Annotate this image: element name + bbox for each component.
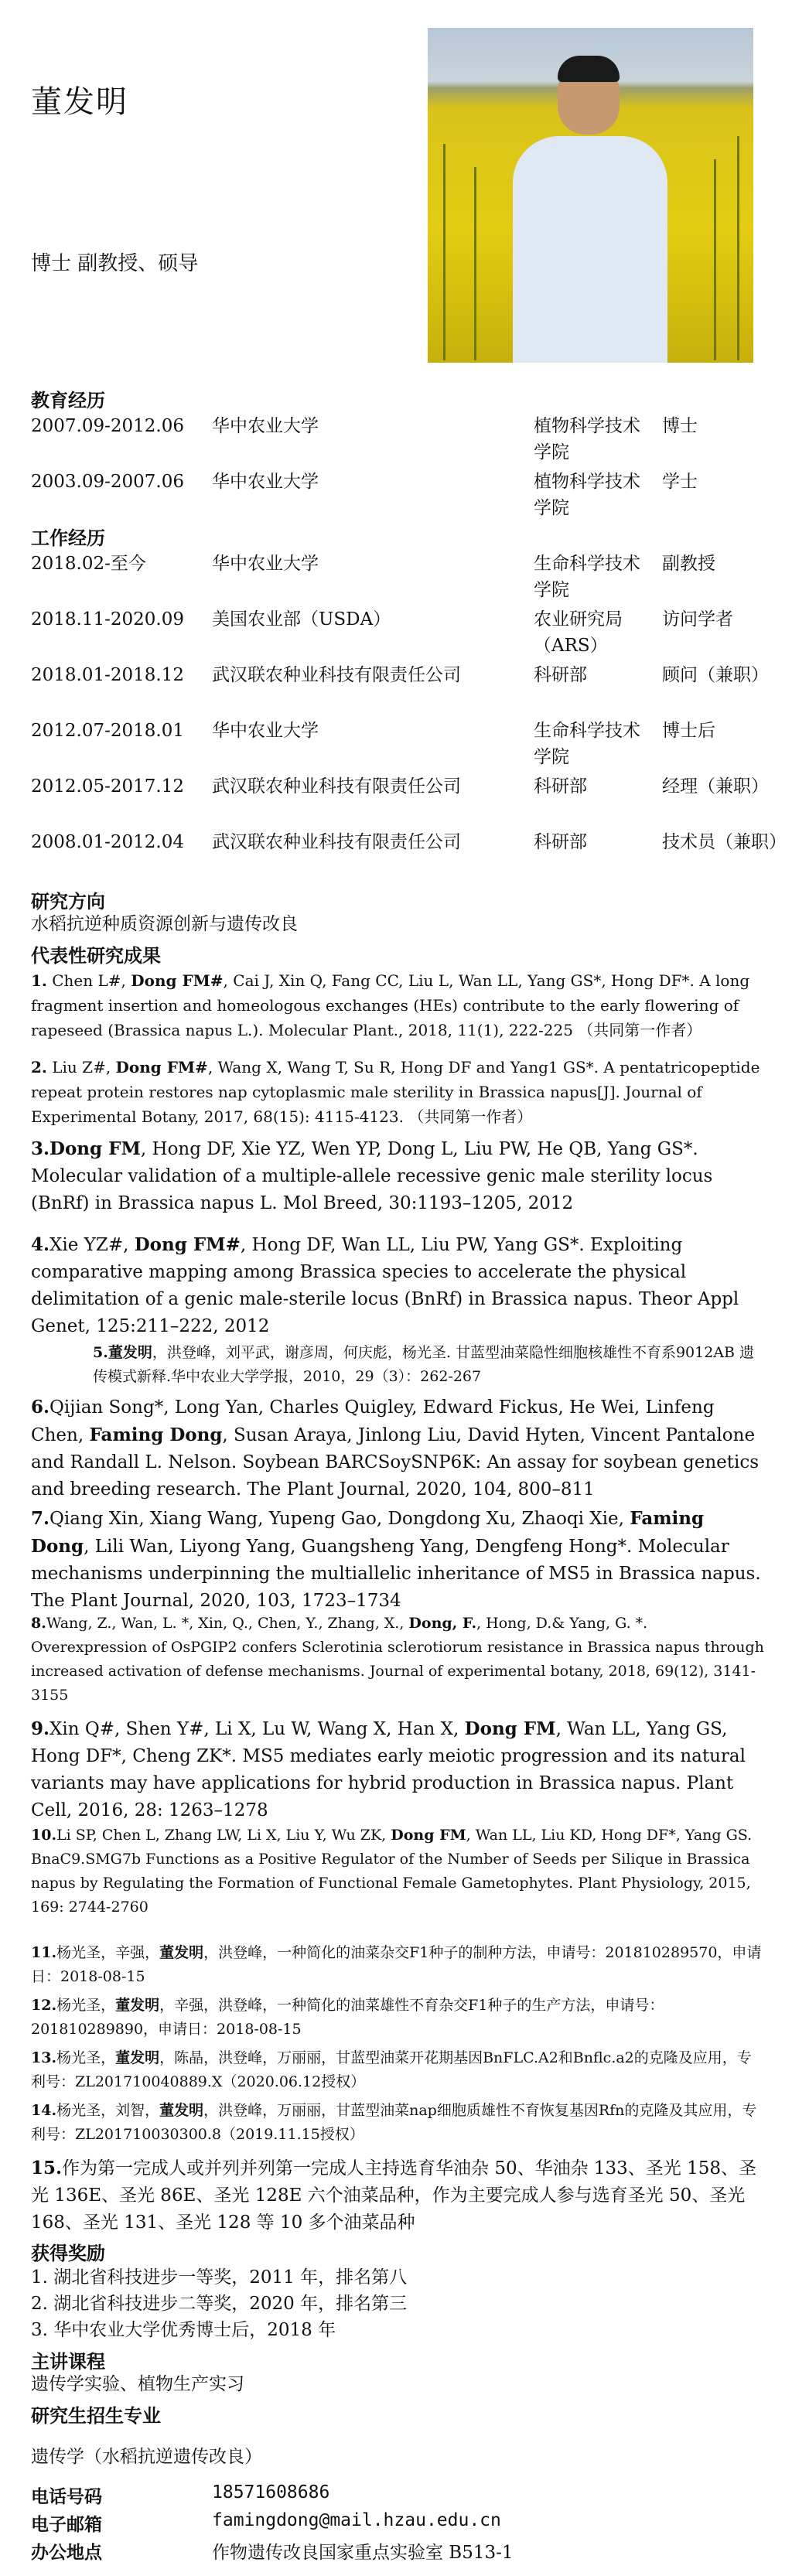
section-research: 研究方向	[31, 890, 105, 913]
publication-item: 15.作为第一完成人或并列并列第一完成人主持选育华油杂 50、华油杂 133、圣光 158、圣光 136E、圣光 86E、圣光 128E 六个油菜品种，作为主要完成人参与选育圣光 50、圣光 168、圣光 131、圣光 128 等 10 多个油菜品种	[31, 2158, 757, 2233]
edu-org: 华中农业大学	[212, 416, 319, 436]
publication-item: 6.Qijian Song*, Long Yan, Charles Quigley, Edward Fickus, He Wei, Linfeng Chen, Faming Dong, Susan Araya, Jinlong Liu, David Hyten, Vincent Pantalone and Randall L. Nelson. Soybean BARCSoySNP6K: An assay for soybean genetics and breeding research. The Plant Journal, 2020, 104, 800–811	[31, 1397, 760, 1500]
section-recruit: 研究生招生专业	[31, 2404, 161, 2427]
award-item: 2. 湖北省科技进步二等奖，2020 年，排名第三	[31, 2294, 408, 2314]
person-title: 博士 副教授、硕导	[31, 252, 199, 275]
publication-item: 8.Wang, Z., Wan, L. *, Xin, Q., Chen, Y., Zhang, X., Dong, F., Hong, D.& Yang, G. *. Overexpression of OsPGIP2 confers Sclerotinia sclerotiorum resistance in Brassica napus through increased activation of defense mechanisms. Journal of experimental botany, 2018, 69(12), 3141-3155	[31, 1615, 764, 1704]
work-org: 华中农业大学	[212, 554, 319, 574]
edu-org: 华中农业大学	[212, 472, 319, 492]
section-achievements: 代表性研究成果	[31, 944, 161, 967]
publication-item: 5.董发明，洪登峰，刘平武，谢彦周，何庆彪，杨光圣. 甘蓝型油菜隐性细胞核雄性不育系9012AB 遗传模式新释.华中农业大学学报，2010，29（3）：262-267	[93, 1344, 755, 1385]
work-period: 2018.11-2020.09	[31, 609, 184, 629]
publication-item: 13.杨光圣，董发明，陈晶，洪登峰，万丽丽，甘蓝型油菜开花期基因BnFLC.A2和Bnflc.a2的克隆及应用，专利号：ZL201710040889.X（2020.06.12授权）	[31, 2049, 752, 2090]
publication-item: 7.Qiang Xin, Xiang Wang, Yupeng Gao, Dongdong Xu, Zhaoqi Xie, Faming Dong, Lili Wan, Liyong Yang, Guangsheng Yang, Dengfeng Hong*. Molecular mechanisms underpinning the multiallelic inheritance of MS5 in Brassica napus. The Plant Journal, 2020, 103, 1723–1734	[31, 1508, 761, 1611]
publication-item: 4.Xie YZ#, Dong FM#, Hong DF, Wan LL, Liu PW, Yang GS*. Exploiting comparative mapping among Brassica species to accelerate the physical delimitation of a genic male-sterile locus (BnRf) in Brassica napus. Theor Appl Genet, 125:211–222, 2012	[31, 1234, 739, 1336]
work-org: 武汉联农种业科技有限责任公司	[212, 665, 461, 685]
office-label: 办公地点	[31, 2542, 102, 2563]
recruit-text: 遗传学（水稻抗逆遗传改良）	[31, 2447, 262, 2467]
publication-item: 3.Dong FM, Hong DF, Xie YZ, Wen YP, Dong L, Liu PW, He QB, Yang GS*. Molecular validation of a multiple-allele recessive genic male sterility locus (BnRf) in Brassica napus L. Mol Breed, 30:1193–1205, 2012	[31, 1138, 713, 1213]
award-item: 1. 湖北省科技进步一等奖，2011 年，排名第八	[31, 2267, 408, 2288]
work-role: 技术员（兼职）	[662, 832, 787, 852]
publication-item: 2. Liu Z#, Dong FM#, Wang X, Wang T, Su R, Hong DF and Yang1 GS*. A pentatricopeptide repeat protein restores nap cytoplasmic male sterility in Brassica napus[J]. Journal of Experimental Botany, 2017, 68(15): 4115-4123. （共同第一作者）	[31, 1058, 760, 1126]
award-item: 3. 华中农业大学优秀博士后，2018 年	[31, 2320, 336, 2340]
office-value: 作物遗传改良国家重点实验室 B513-1	[212, 2543, 514, 2563]
publication-item: 10.Li SP, Chen L, Zhang LW, Li X, Liu Y, Wu ZK, Dong FM, Wan LL, Liu KD, Hong DF*, Yang GS. BnaC9.SMG7b Functions as a Positive Regulator of the Number of Seeds per Silique in Brassica napus by Regulating the Formation of Functional Female Gametophytes. Plant Physiology, 2015, 169: 2744-2760	[31, 1827, 753, 1916]
work-dept: 生命科学技术学院	[534, 554, 640, 600]
work-dept: 农业研究局（ARS）	[534, 609, 623, 656]
edu-period: 2003.09-2007.06	[31, 472, 184, 492]
work-dept: 生命科学技术学院	[534, 721, 640, 767]
work-period: 2012.05-2017.12	[31, 776, 184, 797]
profile-photo	[428, 28, 753, 363]
work-role: 顾问（兼职）	[662, 665, 769, 685]
work-period: 2018.01-2018.12	[31, 665, 184, 685]
work-org: 武汉联农种业科技有限责任公司	[212, 832, 461, 852]
email-value[interactable]: famingdong@mail.hzau.edu.cn	[212, 2510, 501, 2530]
edu-period: 2007.09-2012.06	[31, 416, 184, 436]
work-org: 美国农业部（USDA）	[212, 609, 391, 629]
email-label: 电子邮箱	[31, 2514, 102, 2535]
section-work: 工作经历	[31, 527, 105, 549]
work-period: 2018.02-至今	[31, 554, 146, 574]
phone-value: 18571608686	[212, 2482, 330, 2503]
work-role: 访问学者	[662, 609, 733, 629]
work-period: 2008.01-2012.04	[31, 832, 184, 852]
publication-item: 1. Chen L#, Dong FM#, Cai J, Xin Q, Fang CC, Liu L, Wan LL, Yang GS*, Hong DF*. A long fragment insertion and homeologous exchanges (HEs) contribute to the early flowering of rapeseed (Brassica napus L.). Molecular Plant., 2018, 11(1), 222-225 （共同第一作者）	[31, 971, 750, 1039]
publication-item: 11.杨光圣，辛强，董发明，洪登峰，一种简化的油菜杂交F1种子的制种方法，申请号：201810289570，申请日：2018-08-15	[31, 1944, 762, 1985]
person-name: 董发明	[31, 84, 128, 120]
edu-dept: 植物科学技术学院	[534, 416, 640, 462]
work-period: 2012.07-2018.01	[31, 721, 184, 741]
work-dept: 科研部	[534, 776, 587, 797]
work-org: 武汉联农种业科技有限责任公司	[212, 776, 461, 797]
publication-item: 12.杨光圣，董发明，辛强，洪登峰，一种简化的油菜雄性不育杂交F1种子的生产方法，申请号：201810289890，申请日：2018-08-15	[31, 1997, 664, 2038]
work-org: 华中农业大学	[212, 721, 319, 741]
work-role: 副教授	[662, 554, 715, 574]
courses-text: 遗传学实验、植物生产实习	[31, 2374, 244, 2394]
section-courses: 主讲课程	[31, 2350, 105, 2373]
section-awards: 获得奖励	[31, 2242, 105, 2264]
work-dept: 科研部	[534, 665, 587, 685]
phone-label: 电话号码	[31, 2486, 102, 2507]
work-role: 博士后	[662, 721, 715, 741]
edu-degree: 博士	[662, 416, 698, 436]
section-education: 教育经历	[31, 389, 105, 411]
edu-dept: 植物科学技术学院	[534, 472, 640, 518]
research-text: 水稻抗逆种质资源创新与遗传改良	[31, 914, 298, 934]
edu-degree: 学士	[662, 472, 698, 492]
publication-item: 9.Xin Q#, Shen Y#, Li X, Lu W, Wang X, Han X, Dong FM, Wan LL, Yang GS, Hong DF*, Cheng ZK*. MS5 mediates early meiotic progression and its natural variants may have applications for hybrid production in Brassica napus. Plant Cell, 2016, 28: 1263–1278	[31, 1718, 746, 1820]
work-dept: 科研部	[534, 832, 587, 852]
publication-item: 14.杨光圣，刘智，董发明，洪登峰，万丽丽，甘蓝型油菜nap细胞质雄性不育恢复基因Rfn的克隆及其应用，专利号：ZL201710030300.8（2019.11.15授权）	[31, 2102, 757, 2143]
work-role: 经理（兼职）	[662, 776, 769, 797]
